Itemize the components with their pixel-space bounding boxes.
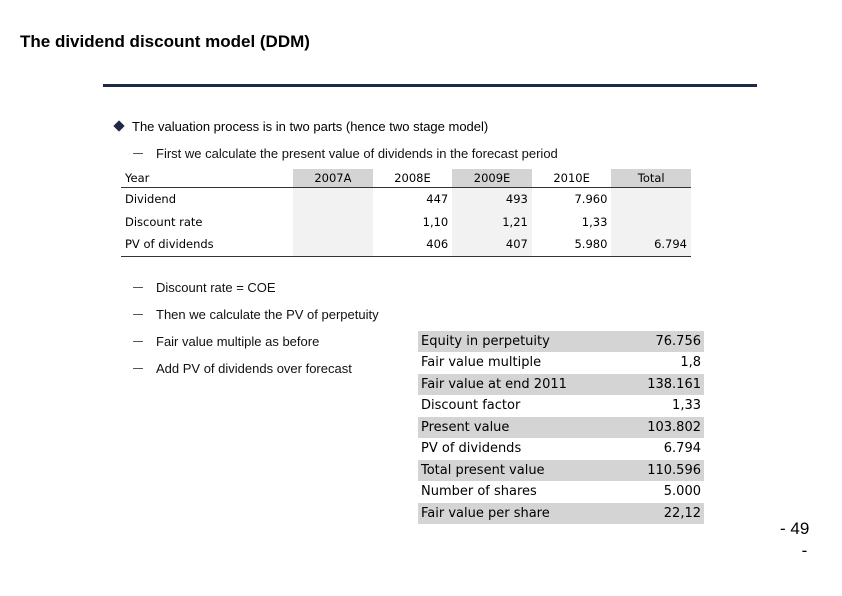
page-title: The dividend discount model (DDM)	[20, 32, 310, 51]
sub-bullet-discount-rate	[133, 280, 276, 295]
dash-icon	[133, 314, 143, 315]
row-label: Fair value multiple	[421, 355, 542, 371]
diamond-bullet-icon	[113, 120, 124, 131]
header-2007a: 2007A	[293, 169, 373, 188]
main-bullet-text: The valuation process is in two parts (hence two stage model)	[132, 119, 489, 134]
dash-icon	[133, 368, 143, 369]
table-cell: 1,10	[422, 214, 449, 229]
table-cell: 1,21	[452, 211, 532, 234]
sub-bullet-add-pv	[133, 361, 352, 376]
row-label: Total present value	[418, 460, 623, 481]
row-value: 76.756	[623, 331, 704, 352]
table-cell: 7.960	[574, 192, 608, 207]
dividend-table-header	[121, 169, 691, 188]
table-cell	[293, 211, 373, 234]
table-cell	[293, 188, 373, 211]
table-row	[121, 211, 691, 234]
table-row	[418, 417, 704, 438]
table-cell: 407	[452, 233, 532, 256]
table-cell	[293, 233, 373, 256]
header-2010e: 2010E	[532, 169, 612, 188]
row-value: 22,12	[623, 503, 704, 524]
page-number	[780, 518, 809, 562]
row-value: 6.794	[663, 441, 701, 457]
table-row	[418, 396, 704, 417]
row-value: 138.161	[623, 374, 704, 395]
table-cell: 1,33	[581, 214, 608, 229]
fair-value-table	[418, 330, 704, 525]
row-label: PV of dividends	[421, 441, 522, 457]
sub-bullet-fair-value-multiple	[133, 334, 319, 349]
sub-bullet-text: Add PV of dividends over forecast	[156, 361, 352, 376]
table-cell: 6.794	[611, 233, 691, 256]
sub-bullet-perpetuity	[133, 307, 379, 322]
sub-bullet-text: First we calculate the present value of dividends in the forecast period	[156, 146, 558, 161]
header-2008e: 2008E	[373, 169, 453, 188]
table-cell: 406	[373, 233, 453, 256]
row-label: Dividend	[125, 192, 177, 207]
sub-bullet-text: Fair value multiple as before	[156, 334, 320, 349]
table-row	[418, 439, 704, 460]
row-value: 110.596	[623, 460, 704, 481]
row-label: Present value	[418, 417, 623, 438]
row-label: Fair value at end 2011	[418, 374, 623, 395]
table-row	[418, 331, 704, 352]
row-label: Number of shares	[421, 484, 537, 500]
table-cell	[611, 188, 691, 211]
table-cell: 493	[452, 188, 532, 211]
dash-icon	[133, 153, 143, 154]
dividend-table	[121, 169, 691, 257]
page-number-line: - 49	[780, 519, 810, 538]
table-row	[121, 188, 691, 211]
table-cell: 5.980	[532, 233, 612, 256]
table-row	[418, 353, 704, 374]
header-total: Total	[611, 169, 691, 188]
page-number-line: -	[801, 541, 808, 560]
table-row	[418, 503, 704, 524]
row-label: Discount factor	[421, 398, 521, 414]
dash-icon	[133, 341, 143, 342]
header-2009e: 2009E	[452, 169, 532, 188]
row-label: Equity in perpetuity	[418, 331, 623, 352]
row-label: PV of dividends	[121, 233, 293, 256]
table-cell: 447	[426, 192, 449, 207]
row-label: Discount rate	[125, 214, 203, 229]
sub-bullet-text: Discount rate = COE	[156, 280, 276, 295]
table-row	[418, 482, 704, 503]
sub-bullet-text: Then we calculate the PV of perpetuity	[156, 307, 379, 322]
sub-bullet-first	[133, 146, 558, 161]
header-year: Year	[121, 169, 293, 188]
title-divider	[103, 84, 757, 87]
row-value: 5.000	[663, 484, 701, 500]
dash-icon	[133, 287, 143, 288]
table-row	[418, 374, 704, 395]
table-row	[121, 233, 691, 256]
table-cell	[611, 211, 691, 234]
main-bullet	[115, 119, 488, 134]
row-value: 1,8	[680, 355, 701, 371]
row-value: 103.802	[623, 417, 704, 438]
row-label: Fair value per share	[418, 503, 623, 524]
table-row	[418, 460, 704, 481]
row-value: 1,33	[672, 398, 701, 414]
